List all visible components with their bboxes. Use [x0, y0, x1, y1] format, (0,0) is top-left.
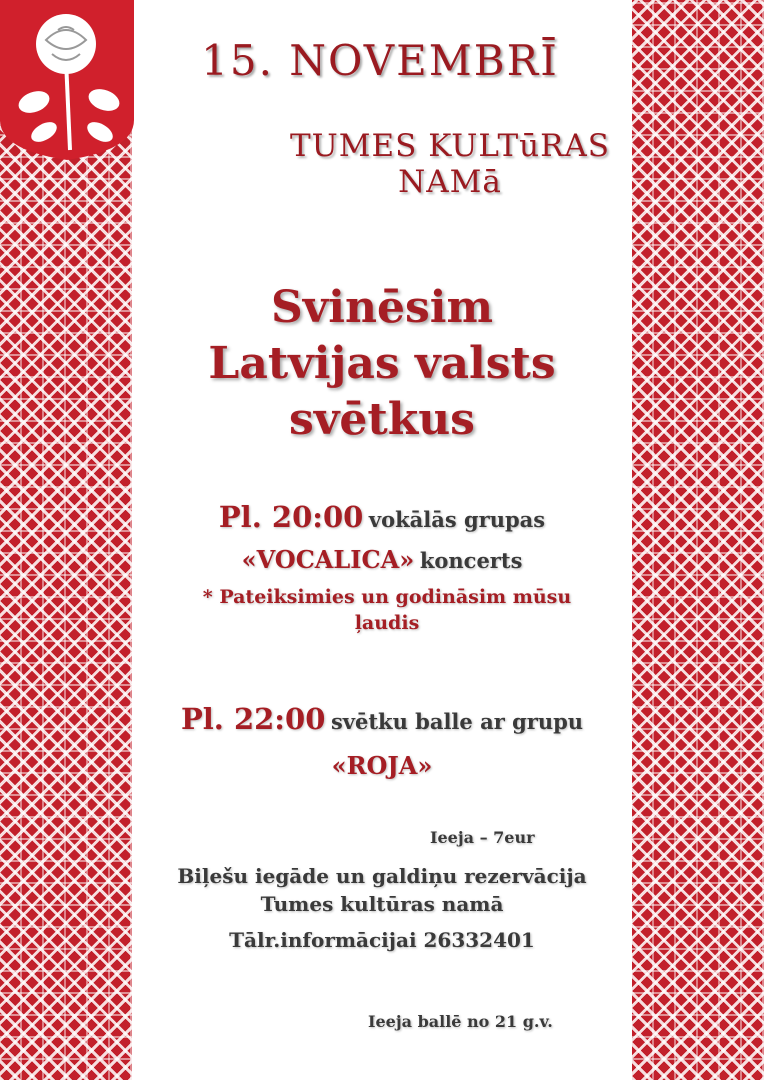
venue-line-2: NAMā: [398, 164, 502, 200]
rose-crest-icon: [0, 0, 134, 160]
event-concert-group: «VOCALICA»: [241, 545, 415, 574]
right-ornament-border: [632, 0, 764, 1080]
ticket-info-line-1: Biļešu iegāde un galdiņu rezervācija: [177, 864, 587, 888]
left-ornament-border: [0, 0, 132, 1080]
phone-info: Tālr.informācijai 26332401: [229, 928, 535, 952]
event-ball-text: svētku balle ar grupu: [330, 709, 584, 734]
event-concert-suffix: koncerts: [419, 548, 523, 573]
gratitude-note-line-1: * Pateiksimies un godināsim mūsu: [202, 586, 572, 608]
entry-price: Ieeja – 7eur: [430, 828, 535, 847]
headline-line-3: svētkus: [289, 394, 475, 445]
age-restriction: Ieeja ballē no 21 g.v.: [368, 1012, 553, 1031]
event-concert-text: vokālās grupas: [368, 507, 546, 532]
event-ball-group: «ROJA»: [331, 751, 433, 780]
ticket-info: [140, 862, 624, 918]
ticket-info-line-2: Tumes kultūras namā: [260, 892, 504, 916]
headline: [140, 280, 624, 448]
event-date-title: 15. NOVEMBRĪ: [201, 36, 559, 85]
venue-line-1: TUMES KULTūRAS: [289, 128, 611, 164]
venue-title: [270, 128, 630, 200]
event-ball: [140, 698, 624, 790]
event-concert: [140, 498, 624, 582]
headline-line-1: Svinēsim: [270, 282, 494, 333]
gratitude-note-line-2: ļaudis: [354, 612, 420, 634]
event-concert-time: Pl. 20:00: [218, 500, 364, 534]
headline-line-2: Latvijas valsts: [208, 338, 556, 389]
gratitude-note: [150, 584, 624, 636]
event-ball-time: Pl. 22:00: [180, 702, 326, 736]
